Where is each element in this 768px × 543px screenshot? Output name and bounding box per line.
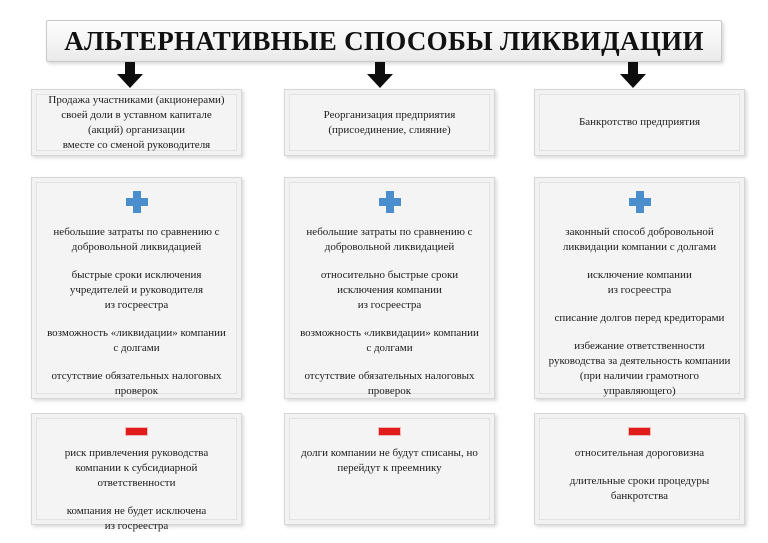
- item-line: возможность «ликвидации» компании: [300, 327, 479, 339]
- advantage-item: [540, 268, 739, 298]
- item-line: длительные сроки процедуры: [569, 475, 710, 487]
- minus-icon: [378, 427, 401, 436]
- advantage-item: [37, 268, 236, 313]
- item-line: из госреестра: [104, 520, 169, 532]
- item-line: перейдут к преемнику: [337, 462, 442, 474]
- item-line: с долгами: [113, 342, 160, 354]
- header-line: своей доли в уставном капитале: [61, 108, 212, 121]
- disadvantage-item: [540, 474, 739, 504]
- disadvantage-item: [37, 504, 236, 534]
- item-line: (при наличии грамотного: [579, 370, 700, 382]
- disadvantage-item: [290, 446, 489, 476]
- advantages-box: [284, 177, 495, 399]
- item-line: небольшие затраты по сравнению с: [53, 226, 220, 238]
- header-line: Продажа участниками (акционерами): [48, 93, 225, 106]
- advantage-item: [37, 369, 236, 399]
- item-line: учредителей и руководителя: [69, 284, 204, 296]
- item-line: банкротства: [610, 490, 669, 502]
- arrow-down-icon: [117, 62, 143, 88]
- item-line: исключение компании: [587, 269, 692, 281]
- item-line: из госреестра: [104, 299, 169, 311]
- item-line: отсутствие обязательных налоговых: [304, 370, 475, 382]
- arrow-down-icon: [367, 62, 393, 88]
- disadvantages-box: [284, 413, 495, 525]
- method-header-box: [284, 89, 495, 156]
- advantages-content: [289, 182, 490, 397]
- plus-icon: [379, 191, 401, 213]
- header-line: Банкротство предприятия: [578, 116, 701, 128]
- disadvantages-box: [31, 413, 242, 532]
- plus-bar-vertical: [636, 191, 644, 213]
- item-line: избежание ответственности: [574, 340, 705, 352]
- item-line: относительная дороговизна: [574, 447, 705, 459]
- item-line: риск привлечения руководства: [64, 447, 209, 459]
- advantages-box: [31, 177, 242, 399]
- advantages-box: [534, 177, 745, 399]
- item-line: долги компании не будут списаны, но: [301, 447, 478, 459]
- arrow-head: [117, 74, 143, 88]
- diagram-title-banner: [46, 20, 722, 62]
- disadvantages-content: [289, 418, 490, 520]
- disadvantage-item: [540, 446, 739, 461]
- method-header-content: [289, 94, 490, 151]
- item-line: быстрые сроки исключения: [71, 269, 202, 281]
- item-line: из госреестра: [357, 299, 422, 311]
- advantage-item: [37, 225, 236, 255]
- page-title: АЛЬТЕРНАТИВНЫЕ СПОСОБЫ ЛИКВИДАЦИИ: [64, 25, 704, 56]
- advantage-item: [540, 339, 739, 399]
- item-line: проверок: [367, 385, 412, 397]
- disadvantages-content: [36, 418, 237, 532]
- plus-icon: [126, 191, 148, 213]
- advantage-item: [290, 268, 489, 313]
- item-line: руководства за деятельность компании: [548, 355, 731, 367]
- item-line: компании к субсидиарной: [75, 462, 198, 474]
- item-line: компания не будет исключена: [66, 505, 207, 517]
- advantages-content: [539, 182, 740, 397]
- item-line: добровольной ликвидацией: [71, 241, 202, 253]
- arrow-head: [620, 74, 646, 88]
- item-line: относительно быстрые сроки: [320, 269, 459, 281]
- header-line: вместе со сменой руководителя: [62, 138, 211, 151]
- advantages-content: [36, 182, 237, 397]
- header-line: (акций) организации: [87, 123, 186, 136]
- advantage-item: [290, 326, 489, 356]
- item-line: управляющего): [603, 385, 676, 397]
- advantage-item: [540, 225, 739, 255]
- method-header-box: [31, 89, 242, 156]
- minus-icon: [628, 427, 651, 436]
- arrow-down-icon: [620, 62, 646, 88]
- item-line: проверок: [114, 385, 159, 397]
- disadvantage-item: [37, 446, 236, 491]
- item-line: отсутствие обязательных налоговых: [51, 370, 222, 382]
- plus-bar-vertical: [386, 191, 394, 213]
- item-line: небольшие затраты по сравнению с: [306, 226, 473, 238]
- plus-bar-vertical: [133, 191, 141, 213]
- method-header-content: [36, 94, 237, 151]
- method-header-box: [534, 89, 745, 156]
- minus-icon: [125, 427, 148, 436]
- advantage-item: [540, 311, 739, 326]
- item-line: возможность «ликвидации» компании: [47, 327, 226, 339]
- disadvantages-content: [539, 418, 740, 520]
- header-line: Реорганизация предприятия: [323, 108, 456, 121]
- item-line: из госреестра: [607, 284, 672, 296]
- plus-icon: [629, 191, 651, 213]
- item-line: ответственности: [97, 477, 176, 489]
- item-line: добровольной ликвидацией: [324, 241, 455, 253]
- disadvantages-box: [534, 413, 745, 525]
- arrow-head: [367, 74, 393, 88]
- item-line: с долгами: [366, 342, 413, 354]
- advantage-item: [290, 369, 489, 399]
- item-line: исключения компании: [337, 284, 442, 296]
- header-line: (присоединение, слияние): [328, 123, 451, 136]
- item-line: списание долгов перед кредиторами: [554, 312, 725, 324]
- advantage-item: [290, 225, 489, 255]
- item-line: законный способ добровольной: [565, 226, 714, 238]
- advantage-item: [37, 326, 236, 356]
- method-header-content: [539, 94, 740, 151]
- item-line: ликвидации компании с долгами: [562, 241, 717, 253]
